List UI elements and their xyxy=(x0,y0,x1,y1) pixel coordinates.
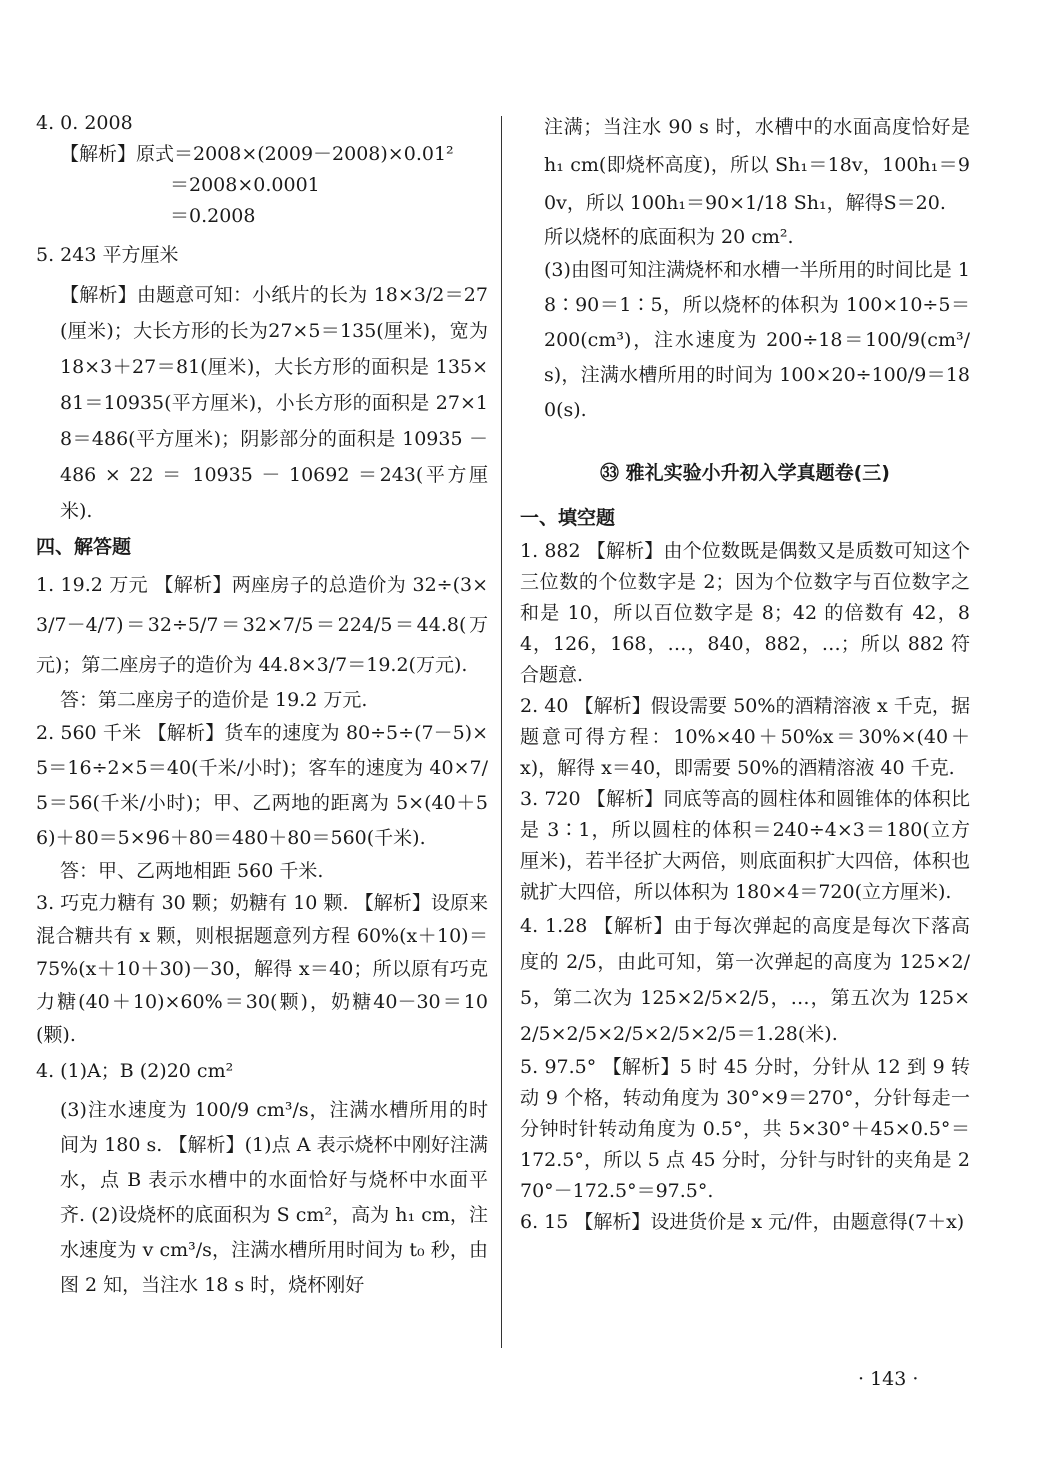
s1-answer: 答：第二座房子的造价是 19.2 万元. xyxy=(60,689,368,711)
s2-answer: 答：甲、乙两地相距 560 千米. xyxy=(60,860,324,882)
f4-solution: 4. 1.28 【解析】由于每次弹起的高度是每次下落高度的 2/5，由此可知，第一次弹起的高度为 125×2/5，第二次为 125×2/5×2/5，…，第五次为 125×2/5×2/5×2/5×2/5×2/5＝1.28(米). xyxy=(520,915,970,1045)
s4-area-result: 所以烧杯的底面积为 20 cm². xyxy=(544,226,794,248)
s4-part3-analysis: (3)由图可知注满烧杯和水槽一半所用的时间比是 18∶90＝1∶5，所以烧杯的体积为 100×10÷5＝200(cm³)，注水速度为 200÷18＝100/9(cm³/s)，注满水槽所用的时间为 100×20÷100/9＝180(s). xyxy=(544,259,970,421)
left-column xyxy=(36,108,488,1303)
f6-solution: 6. 15 【解析】设进货价是 x 元/件，由题意得(7＋x) xyxy=(520,1211,965,1233)
page-number: · 143 · xyxy=(858,1368,919,1390)
section-heading-1: 一、填空题 xyxy=(520,507,616,529)
right-column xyxy=(520,108,970,1238)
q4-answer: 4. 0. 2008 xyxy=(36,112,133,134)
s2-solution: 2. 560 千米 【解析】货车的速度为 80÷5÷(7－5)×5＝16÷2×5＝40(千米/小时)；客车的速度为 40×7/5＝56(千米/小时)；甲、乙两地的距离为 5×(40＋56)＋80＝5×96＋80＝480＋80＝560(千米). xyxy=(36,722,488,849)
s4-analysis-continued: 注满；当注水 90 s 时，水槽中的水面高度恰好是 h₁ cm(即烧杯高度)，所以 Sh₁＝18v，100h₁＝90v，所以 100h₁＝90×1/18 Sh₁，解得S＝20. xyxy=(544,116,970,214)
s4-answer: 4. (1)A；B (2)20 cm² xyxy=(36,1060,234,1082)
q4-analysis-line2: ＝2008×0.0001 xyxy=(170,174,320,196)
section-heading-4: 四、解答题 xyxy=(36,536,132,558)
f1-solution: 1. 882 【解析】由个位数既是偶数又是质数可知这个三位数的个位数字是 2；因为个位数字与百位数字之和是 10，所以百位数字是 8；42 的倍数有 42，84，126，168，…，840，882，…；所以 882 符合题意. xyxy=(520,540,970,686)
q4-analysis-line3: ＝0.2008 xyxy=(170,205,256,227)
f2-solution: 2. 40 【解析】假设需要 50%的酒精溶液 x 千克，据题意可得方程：10%×40＋50%x＝30%×(40＋x)，解得 x＝40，即需要 50%的酒精溶液 40 千克. xyxy=(520,695,970,779)
q5-answer: 5. 243 平方厘米 xyxy=(36,244,179,266)
column-divider xyxy=(501,116,502,1348)
f5-solution: 5. 97.5° 【解析】5 时 45 分时，分针从 12 到 9 转动 9 个格，转动角度为 30°×9＝270°，分针每走一分钟时针转动角度为 0.5°，共 5×30°＋45×0.5°＝172.5°，所以 5 点 45 分时，分针与时针的夹角是 270°－172.5°＝97.5°. xyxy=(520,1056,970,1202)
f3-solution: 3. 720 【解析】同底等高的圆柱体和圆锥体的体积比是 3∶1，所以圆柱的体积＝240÷4×3＝180(立方厘米)，若半径扩大两倍，则底面积扩大四倍，体积也就扩大四倍，所以体积为 180×4＝720(立方厘米). xyxy=(520,788,970,903)
s3-solution: 3. 巧克力糖有 30 颗；奶糖有 10 颗. 【解析】设原来混合糖共有 x 颗，则根据题意列方程 60%(x＋10)＝75%(x＋10＋30)－30，解得 x＝40；所以原有巧克力糖(40＋10)×60%＝30(颗)，奶糖40－30＝10(颗). xyxy=(36,892,488,1046)
exam-title: ㉝ 雅礼实验小升初入学真题卷(三) xyxy=(600,462,890,484)
q4-analysis-line1: 【解析】原式＝2008×(2009－2008)×0.01² xyxy=(60,143,454,165)
s4-analysis: (3)注水速度为 100/9 cm³/s，注满水槽所用的时间为 180 s. 【解析】(1)点 A 表示烧杯中刚好注满水，点 B 表示水槽中的水面恰好与烧杯中水面平齐. (2)设烧杯的底面积为 S cm²，高为 h₁ cm，注水速度为 v cm³/s，注满水槽所用时间为 t₀ 秒，由图 2 知，当注水 18 s 时，烧杯刚好 xyxy=(60,1099,488,1296)
s1-solution: 1. 19.2 万元 【解析】两座房子的总造价为 32÷(3×3/7－4/7)＝32÷5/7＝32×7/5＝224/5＝44.8(万元)；第二座房子的造价为 44.8×3/7＝19.2(万元). xyxy=(36,574,488,676)
q5-analysis: 【解析】由题意可知：小纸片的长为 18×3/2＝27(厘米)；大长方形的长为27×5＝135(厘米)，宽为 18×3＋27＝81(厘米)，大长方形的面积是 135×81＝10935(平方厘米)，小长方形的面积是 27×18＝486(平方厘米)；阴影部分的面积是 10935 － 486 × 22 ＝ 10935 － 10692 ＝243(平方厘米). xyxy=(60,284,488,522)
